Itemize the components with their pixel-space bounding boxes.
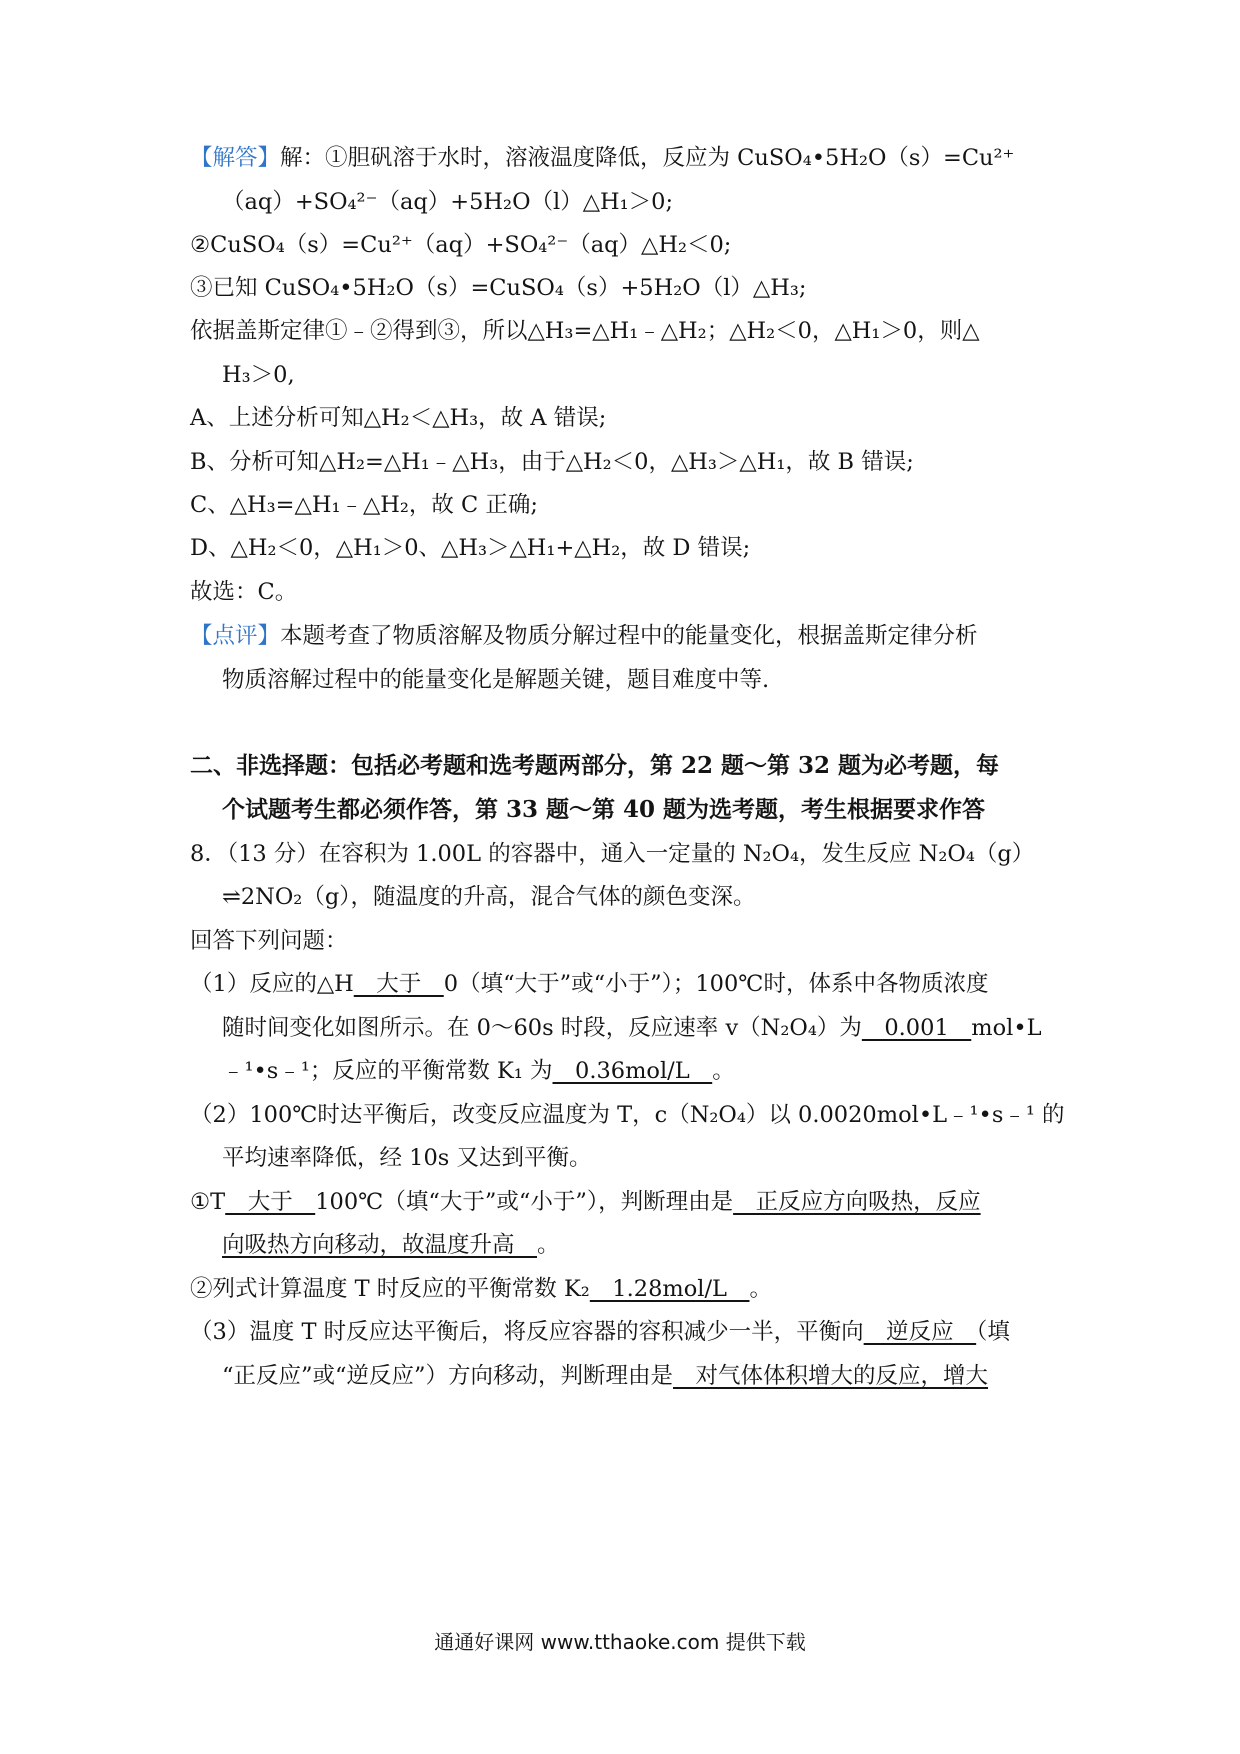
answer-blank-4: 大于 bbox=[225, 1189, 316, 1215]
comment-text-1: 本题考查了物质溶解及物质分解过程中的能量变化，根据盖斯定律分析 bbox=[280, 623, 978, 649]
q8-sub1-text-a: ①T bbox=[190, 1189, 226, 1215]
q8-part1-line-2 bbox=[222, 1012, 1042, 1044]
q8-part3-line-1 bbox=[190, 1316, 1010, 1348]
answer-blank-6: 1.28mol/L bbox=[589, 1276, 750, 1302]
answer-blank-8: 对气体体积增大的反应，增大 bbox=[673, 1363, 989, 1389]
q8-sub2-text-b: 。 bbox=[749, 1276, 773, 1302]
q8-sub1-text-b: 100℃（填“大于”或“小于”），判断理由是 bbox=[315, 1189, 734, 1215]
q8-part3-line-2 bbox=[222, 1360, 988, 1392]
answer-line-5: 依据盖斯定律①﹣②得到③，所以△H₃=△H₁﹣△H₂；△H₂＜0，△H₁＞0，则△ bbox=[190, 318, 980, 344]
answer-line-3: ②CuSO₄（s）=Cu²⁺（aq）+SO₄²⁻（aq）△H₂＜0; bbox=[190, 232, 732, 258]
answer-blank-5a: 正反应方向吸热，反应 bbox=[733, 1189, 981, 1215]
answer-blank-7: 逆反应 bbox=[863, 1319, 977, 1345]
q8-part3-text-b: （填 bbox=[976, 1319, 1010, 1345]
q8-line-2: ⇌2NO₂（g），随温度的升高，混合气体的颜色变深。 bbox=[222, 884, 756, 910]
page-footer: 通通好课网 www.tthaoke.com 提供下载 bbox=[434, 1630, 806, 1654]
q8-sub1-line-1 bbox=[190, 1186, 981, 1218]
q8-part1-text-f: 。 bbox=[712, 1058, 735, 1084]
comment-line-2: 物质溶解过程中的能量变化是解题关键，题目难度中等. bbox=[222, 667, 770, 693]
q8-sub2-line bbox=[190, 1273, 772, 1305]
q8-part1-line-1 bbox=[190, 968, 988, 1000]
option-c-analysis: C、△H₃=△H₁﹣△H₂，故 C 正确; bbox=[190, 492, 539, 518]
q8-sub1-text-c: 。 bbox=[537, 1232, 560, 1258]
q8-part2-line-1: （2）100℃时达平衡后，改变反应温度为 T，c（N₂O₄）以 0.0020mol•L﹣¹•s﹣¹ 的 bbox=[190, 1102, 1065, 1128]
comment-tag: 【点评】 bbox=[190, 623, 281, 649]
q8-part1-text-b: 0（填“大于”或“小于”）；100℃时，体系中各物质浓度 bbox=[443, 971, 989, 997]
q8-line-1: 8．（13 分）在容积为 1.00L 的容器中，通入一定量的 N₂O₄，发生反应 N₂O₄（g） bbox=[190, 841, 1035, 867]
answer-line-2: （aq）+SO₄²⁻（aq）+5H₂O（l）△H₁＞0; bbox=[222, 189, 674, 215]
q8-part3-text-a: （3）温度 T 时反应达平衡后，将反应容器的容积减少一半，平衡向 bbox=[190, 1319, 864, 1345]
q8-part1-text-a: （1）反应的△H bbox=[190, 971, 354, 997]
answer-blank-5b: 向吸热方向移动，故温度升高 bbox=[222, 1232, 538, 1258]
q8-part3-text-c: “正反应”或“逆反应”）方向移动，判断理由是 bbox=[222, 1363, 674, 1389]
option-b-analysis: B、分析可知△H₂=△H₁﹣△H₃，由于△H₂＜0，△H₃＞△H₁，故 B 错误; bbox=[190, 449, 914, 475]
answer-conclusion: 故选：C。 bbox=[190, 579, 298, 605]
q8-part1-text-d: mol•L bbox=[971, 1015, 1042, 1041]
answer-blank-2: 0.001 bbox=[861, 1015, 972, 1041]
answer-blank-3: 0.36mol/L bbox=[552, 1058, 713, 1084]
part2-heading-line-2: 个试题考生都必须作答，第 33 题～第 40 题为选考题，考生根据要求作答 bbox=[222, 796, 986, 823]
q8-part1-text-c: 随时间变化如图所示。在 0～60s 时段，反应速率 v（N₂O₄）为 bbox=[222, 1015, 862, 1041]
q8-sub1-line-2 bbox=[222, 1229, 560, 1261]
answer-blank-1: 大于 bbox=[353, 971, 444, 997]
part2-heading-line-1: 二、非选择题：包括必考题和选考题两部分，第 22 题～第 32 题为必考题，每 bbox=[190, 752, 1000, 779]
answer-line-6: H₃＞0, bbox=[222, 362, 295, 388]
q8-part1-line-3 bbox=[222, 1055, 735, 1087]
answer-tag: 【解答】 bbox=[190, 145, 281, 171]
q8-intro: 回答下列问题： bbox=[190, 928, 348, 954]
option-a-analysis: A、上述分析可知△H₂＜△H₃，故 A 错误; bbox=[190, 405, 607, 431]
answer-text-1: 解：①胆矾溶于水时，溶液温度降低，反应为 CuSO₄•5H₂O（s）=Cu²⁺ bbox=[280, 145, 1015, 171]
q8-part2-line-2: 平均速率降低，经 10s 又达到平衡。 bbox=[222, 1145, 592, 1171]
answer-line-1 bbox=[190, 142, 1014, 174]
q8-sub2-text-a: ②列式计算温度 T 时反应的平衡常数 K₂ bbox=[190, 1276, 590, 1302]
option-d-analysis: D、△H₂＜0，△H₁＞0、△H₃＞△H₁+△H₂，故 D 错误; bbox=[190, 535, 751, 561]
comment-line-1 bbox=[190, 620, 978, 652]
q8-part1-text-e: ﹣¹•s﹣¹；反应的平衡常数 K₁ 为 bbox=[222, 1058, 553, 1084]
answer-line-4: ③已知 CuSO₄•5H₂O（s）=CuSO₄（s）+5H₂O（l）△H₃; bbox=[190, 275, 807, 301]
